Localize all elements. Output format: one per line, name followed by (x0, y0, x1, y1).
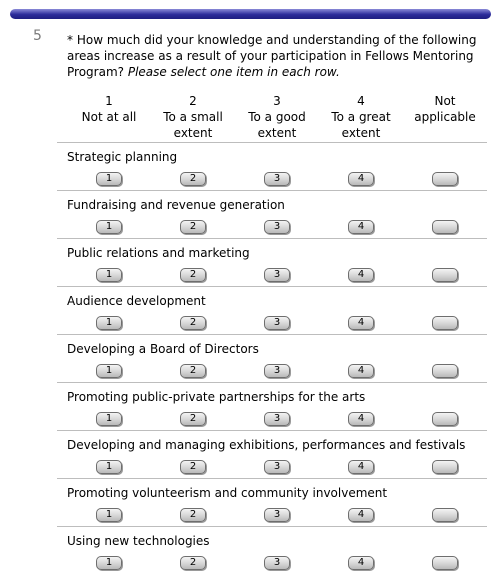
rating-option-1[interactable]: 1 (96, 316, 122, 330)
scale-header-line: 2 (189, 94, 197, 108)
rating-option-1[interactable]: 1 (96, 556, 122, 570)
rating-option-not-applicable[interactable] (432, 268, 458, 282)
scale-header-line: 3 (273, 94, 281, 108)
rating-option-4[interactable]: 4 (348, 268, 374, 282)
scale-header-line: To a small (163, 110, 223, 124)
rating-option-2[interactable]: 2 (180, 316, 206, 330)
rating-option-4[interactable]: 4 (348, 460, 374, 474)
matrix-row (57, 334, 487, 382)
scale-header-line: extent (341, 126, 381, 140)
scale-header-line: extent (173, 126, 213, 140)
scale-header-line: applicable (414, 110, 476, 124)
scale-header-line: extent (257, 126, 297, 140)
rating-option-not-applicable[interactable] (432, 412, 458, 426)
rating-option-2[interactable]: 2 (180, 268, 206, 282)
row-label: Strategic planning (67, 150, 178, 164)
scale-header-line: To a good (248, 110, 306, 124)
matrix-row (57, 142, 487, 190)
rating-option-2[interactable]: 2 (180, 556, 206, 570)
matrix-row (57, 382, 487, 430)
rating-option-2[interactable]: 2 (180, 508, 206, 522)
rating-option-2[interactable]: 2 (180, 220, 206, 234)
rating-option-4[interactable]: 4 (348, 364, 374, 378)
rating-option-3[interactable]: 3 (264, 220, 290, 234)
rating-option-2[interactable]: 2 (180, 460, 206, 474)
question-number: 5 (33, 28, 42, 44)
rating-option-not-applicable[interactable] (432, 172, 458, 186)
rating-option-4[interactable]: 4 (348, 316, 374, 330)
rating-option-4[interactable]: 4 (348, 220, 374, 234)
scale-header-line: 4 (357, 94, 365, 108)
rating-option-4[interactable]: 4 (348, 508, 374, 522)
matrix-row (57, 526, 487, 574)
matrix-row (57, 286, 487, 334)
rating-option-3[interactable]: 3 (264, 460, 290, 474)
row-label: Developing a Board of Directors (67, 342, 259, 356)
required-mark: * (67, 33, 73, 47)
rating-option-not-applicable[interactable] (432, 508, 458, 522)
rating-option-3[interactable]: 3 (264, 364, 290, 378)
rating-option-3[interactable]: 3 (264, 556, 290, 570)
rating-option-not-applicable[interactable] (432, 364, 458, 378)
scale-header-not-applicable (403, 93, 487, 125)
rating-option-3[interactable]: 3 (264, 172, 290, 186)
rating-option-3[interactable]: 3 (264, 316, 290, 330)
scale-header-3 (235, 93, 319, 141)
matrix-row (57, 190, 487, 238)
rating-option-not-applicable[interactable] (432, 220, 458, 234)
rating-option-1[interactable]: 1 (96, 460, 122, 474)
row-label: Using new technologies (67, 534, 210, 548)
rating-option-2[interactable]: 2 (180, 172, 206, 186)
scale-header-line: 1 (105, 94, 113, 108)
row-label: Promoting volunteerism and community involvement (67, 486, 388, 500)
rating-option-2[interactable]: 2 (180, 364, 206, 378)
scale-header-1 (67, 93, 151, 125)
row-label: Promoting public-private partnerships for the arts (67, 390, 366, 404)
scale-header-line: Not at all (81, 110, 137, 124)
rating-option-2[interactable]: 2 (180, 412, 206, 426)
matrix-row (57, 478, 487, 526)
header-bar (10, 9, 491, 19)
rating-option-1[interactable]: 1 (96, 268, 122, 282)
rating-option-not-applicable[interactable] (432, 460, 458, 474)
rating-option-4[interactable]: 4 (348, 412, 374, 426)
scale-header-4 (319, 93, 403, 141)
rating-option-1[interactable]: 1 (96, 172, 122, 186)
rating-option-not-applicable[interactable] (432, 556, 458, 570)
rating-option-3[interactable]: 3 (264, 508, 290, 522)
matrix-row (57, 430, 487, 478)
question-instruction: Please select one item in each row. (127, 65, 340, 79)
matrix-row (57, 238, 487, 286)
question-body: How much did your knowledge and understanding of the following areas increase as a result of your participation in Fellows Mentoring Program? (67, 33, 477, 79)
rating-option-1[interactable]: 1 (96, 508, 122, 522)
rating-option-4[interactable]: 4 (348, 172, 374, 186)
scale-header-line: To a great (331, 110, 391, 124)
rating-option-1[interactable]: 1 (96, 412, 122, 426)
row-label: Developing and managing exhibitions, performances and festivals (67, 438, 466, 452)
scale-header-2 (151, 93, 235, 141)
rating-option-4[interactable]: 4 (348, 556, 374, 570)
row-label: Public relations and marketing (67, 246, 250, 260)
rating-option-3[interactable]: 3 (264, 412, 290, 426)
question-text (67, 32, 487, 80)
row-label: Audience development (67, 294, 206, 308)
scale-header-line: Not (434, 94, 456, 108)
rating-option-3[interactable]: 3 (264, 268, 290, 282)
row-label: Fundraising and revenue generation (67, 198, 285, 212)
rating-option-not-applicable[interactable] (432, 316, 458, 330)
rating-option-1[interactable]: 1 (96, 364, 122, 378)
rating-option-1[interactable]: 1 (96, 220, 122, 234)
